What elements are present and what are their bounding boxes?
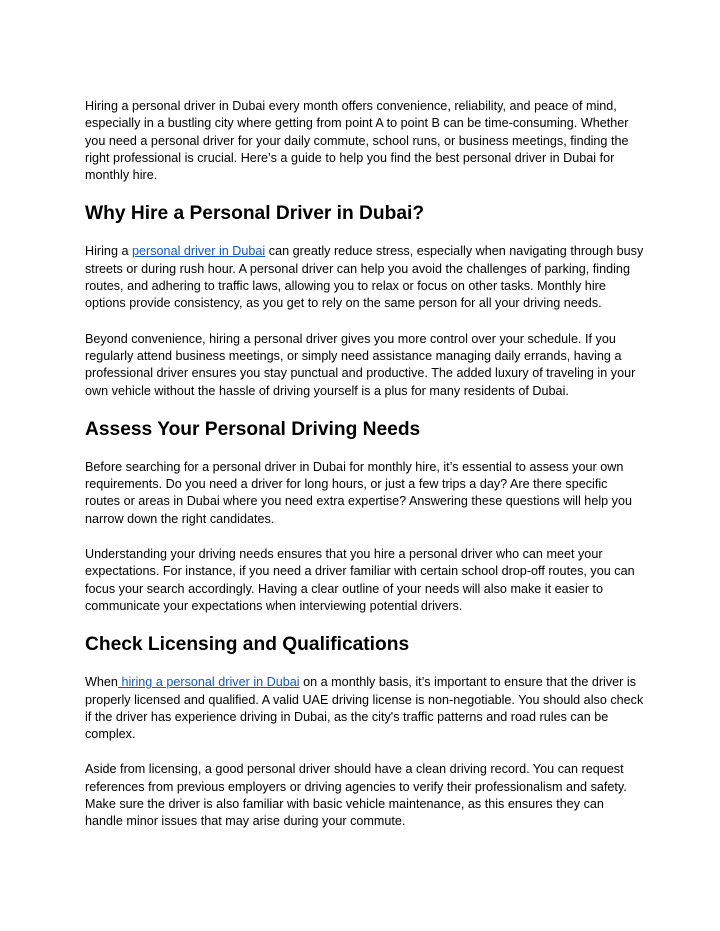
why-hire-paragraph-2: Beyond convenience, hiring a personal driver gives you more control over your schedule. If you regularly attend business meetings, or simply need assistance managing daily errands, having a professional driver ensures you stay punctual and productive. The added luxury of traveling in your own vehicle without the hassle of driving yourself is a plus for many residents of Dubai.: [85, 331, 636, 398]
licensing-paragraph-2: Aside from licensing, a good personal driver should have a clean driving record. You can request references from previous employers or driving agencies to verify their professionalism and safety. Make sure the driver is also familiar with basic vehicle maintenance, as this ensures they can handle minor issues that may arise during your commute.: [85, 762, 627, 829]
why-hire-paragraph-1-text-before: Hiring a: [85, 244, 132, 259]
assess-needs-paragraph-2: Understanding your driving needs ensures that you hire a personal driver who can meet your expectations. For instance, if you need a driver familiar with certain school drop-off routes, you can focus your search accordingly. Having a clear outline of your needs will also make it easier to communicate your expectations when interviewing potential drivers.: [85, 547, 635, 613]
intro-paragraph: Hiring a personal driver in Dubai every month offers convenience, reliability, and peace of mind, especially in a bustling city where getting from point A to point B can be time-consuming. Whether you need a personal driver for your daily commute, school runs, or business meetings, finding the right professional is crucial. Here’s a guide to help you find the best personal driver in Dubai for monthly hire.: [85, 99, 629, 183]
section-heading-assess-needs: Assess Your Personal Driving Needs: [85, 418, 421, 440]
hiring-driver-link[interactable]: hiring a personal driver in Dubai: [117, 675, 300, 690]
section-heading-licensing: Check Licensing and Qualifications: [85, 634, 410, 656]
section-heading-why-hire: Why Hire a Personal Driver in Dubai?: [85, 203, 425, 225]
why-hire-paragraph-1: [85, 243, 645, 312]
personal-driver-link[interactable]: personal driver in Dubai: [132, 244, 266, 259]
why-hire-paragraph-1-text-after: can greatly reduce stress, especially when navigating through busy streets or during rush hour. A personal driver can help you avoid the challenges of parking, finding routes, and adhering to traffic laws, allowing you to relax or focus on other tasks. Monthly hire options provide consistency, as you get to rely on the same person for all your driving needs.: [85, 244, 644, 311]
document-body: [85, 98, 645, 849]
licensing-paragraph-1: [85, 674, 645, 743]
licensing-paragraph-1-text-after: on a monthly basis, it’s important to ensure that the driver is properly licensed and qualified. A valid UAE driving license is non-negotiable. You should also check if the driver has experience driving in Dubai, as the city's traffic patterns and road rules can be complex.: [85, 675, 644, 742]
licensing-paragraph-1-text-before: When: [85, 675, 118, 690]
assess-needs-paragraph-1: Before searching for a personal driver in Dubai for monthly hire, it’s essential to assess your own requirements. Do you need a driver for long hours, or just a few trips a day? Are there specific routes or areas in Dubai where you need extra expertise? Answering these questions will help you narrow down the right candidates.: [85, 459, 633, 526]
